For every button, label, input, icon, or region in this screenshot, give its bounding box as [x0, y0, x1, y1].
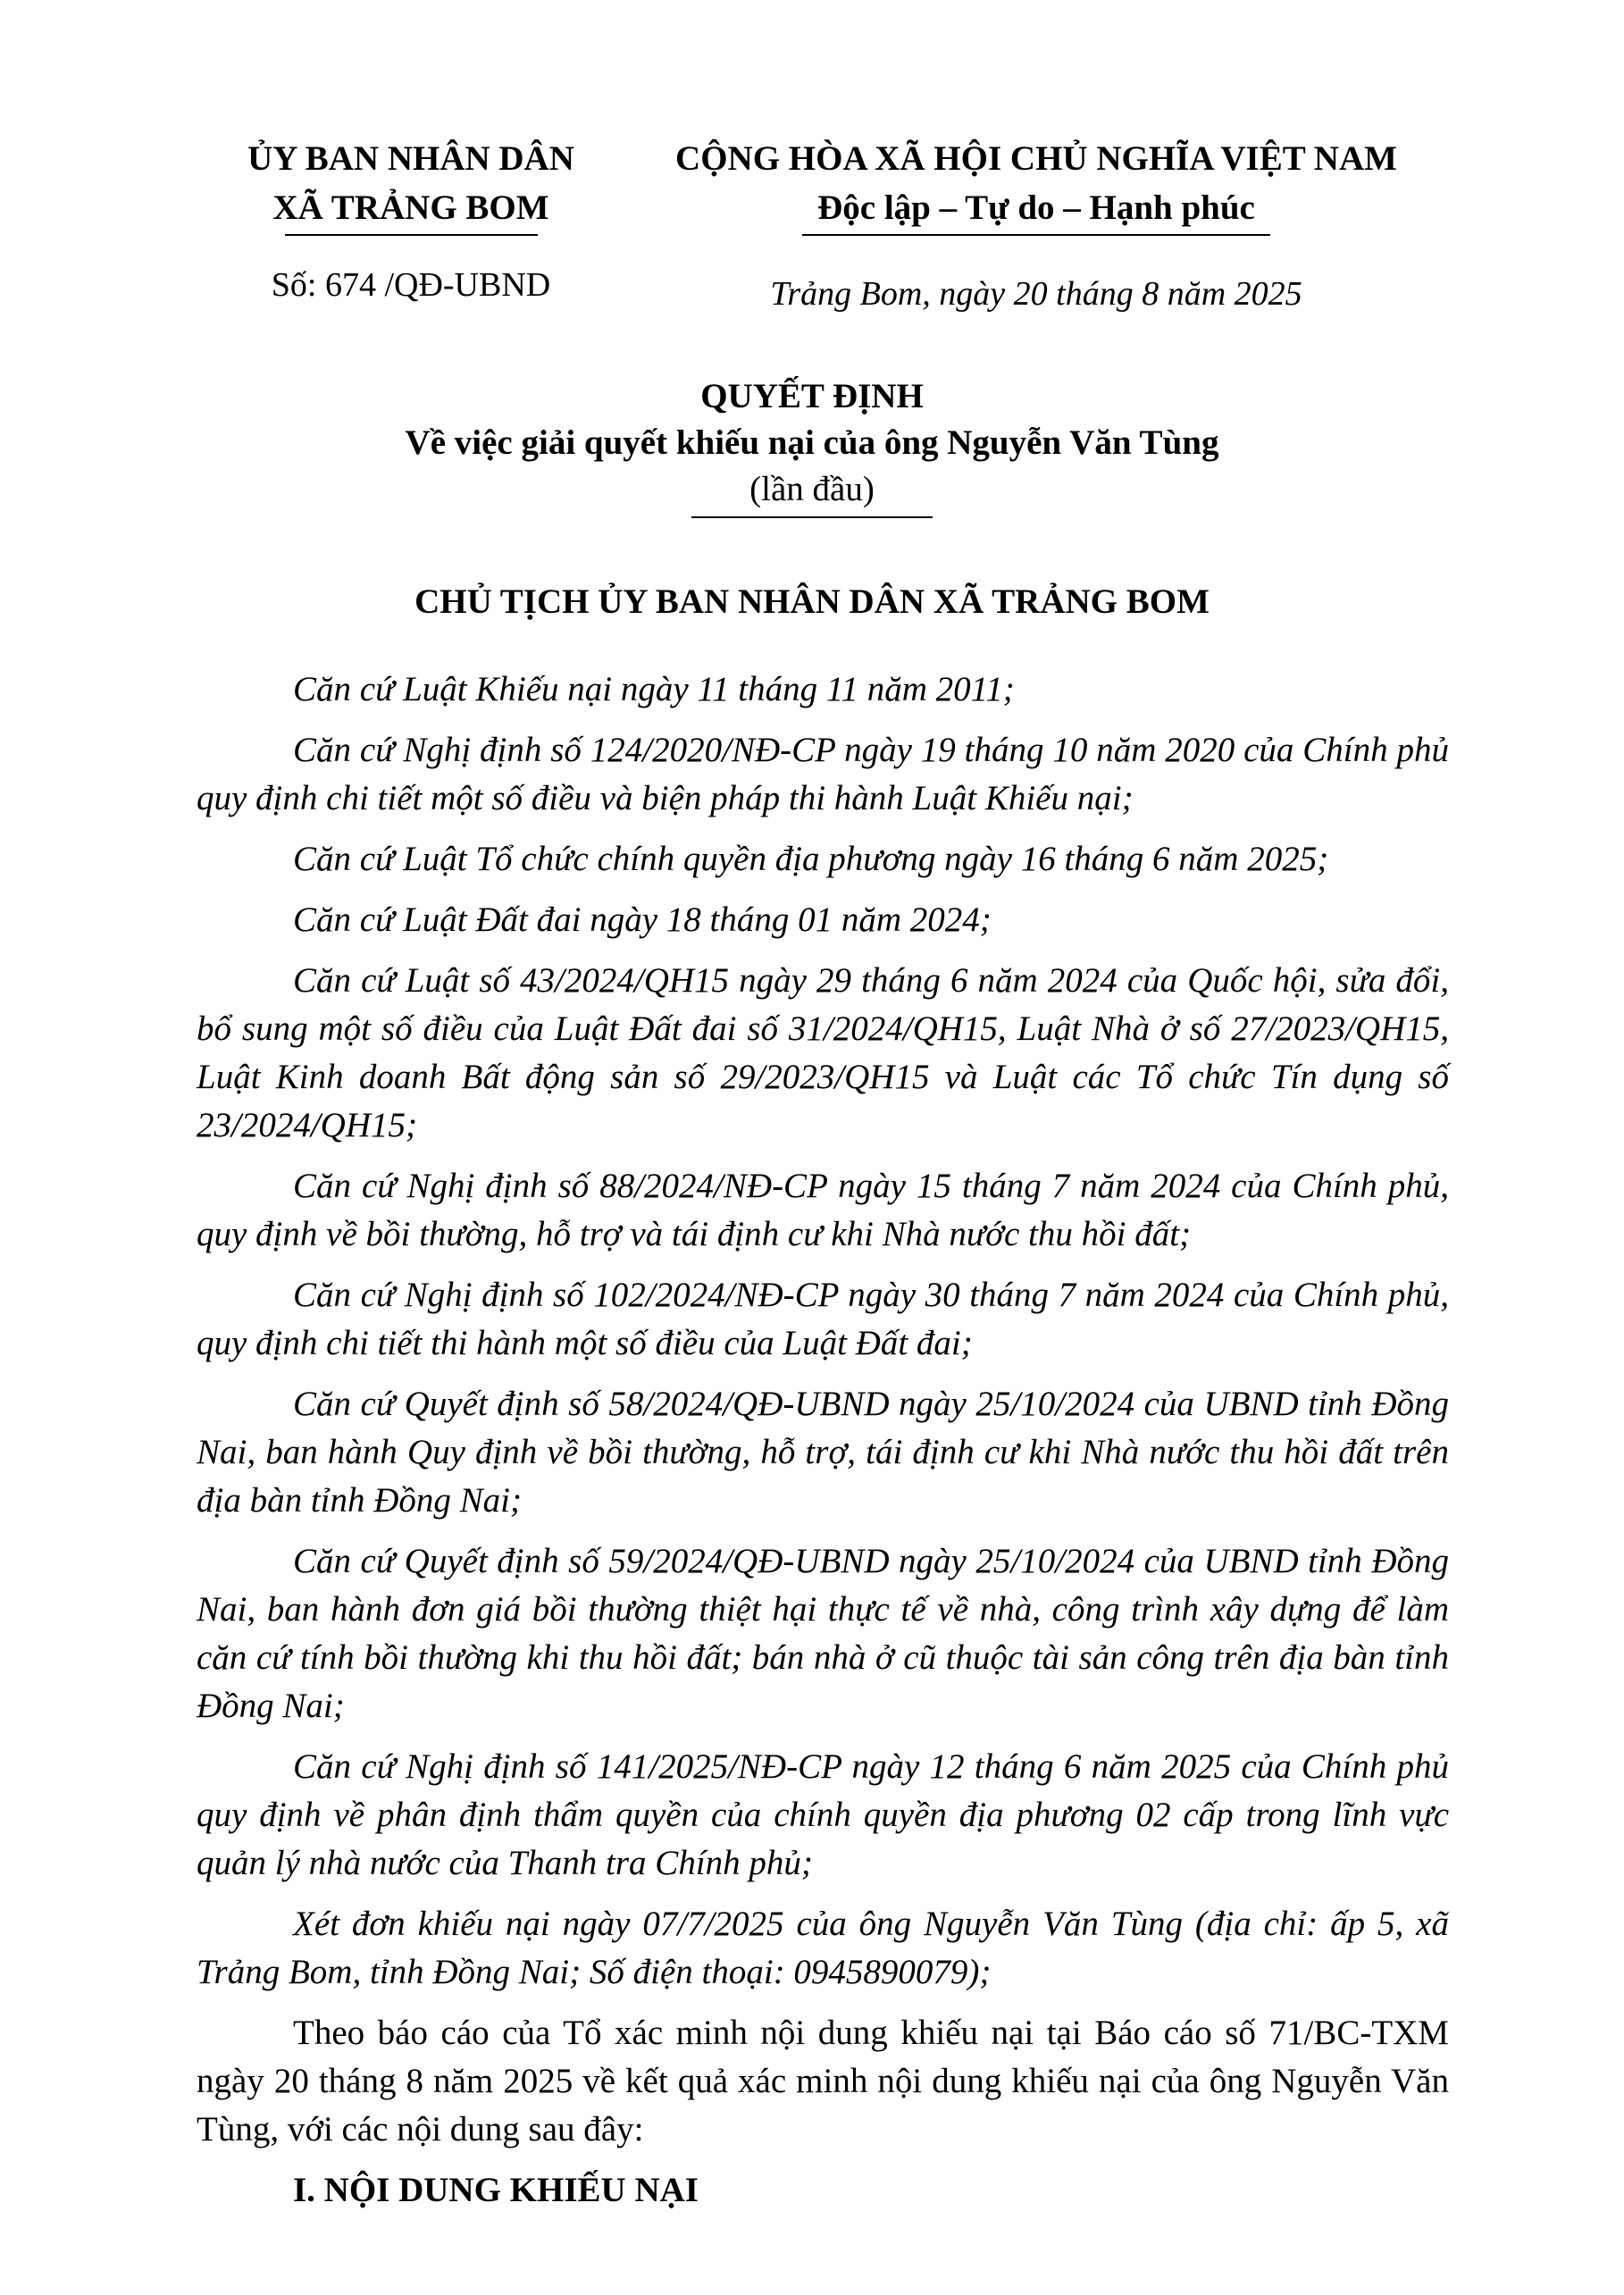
- legal-basis-paragraph: Căn cứ Nghị định số 102/2024/NĐ-CP ngày 30 tháng 7 năm 2024 của Chính phủ, quy định chi tiết thi hành một số điều của Luật Đất đai;: [197, 1276, 1449, 1362]
- report-paragraph: Theo báo cáo của Tổ xác minh nội dung khiếu nại tại Báo cáo số 71/BC-TXM ngày 20 tháng 8 năm 2025 về kết quả xác minh nội dung khiếu nại của ông Nguyễn Văn Tùng, với các nội dung sau đây:: [197, 2014, 1449, 2148]
- complaint-consideration-paragraph: Xét đơn khiếu nại ngày 07/7/2025 của ông Nguyễn Văn Tùng (địa chỉ: ấp 5, xã Trảng Bom, tỉnh Đồng Nai; Số điện thoại: 0945890079);: [197, 1905, 1449, 1991]
- legal-basis-paragraph: Căn cứ Luật Tổ chức chính quyền địa phương ngày 16 tháng 6 năm 2025;: [293, 840, 1329, 878]
- legal-basis-paragraph: Căn cứ Luật số 43/2024/QH15 ngày 29 tháng 6 năm 2024 của Quốc hội, sửa đổi, bổ sung một số điều của Luật Đất đai số 31/2024/QH15, Luật Nhà ở số 27/2023/QH15, Luật Kinh doanh Bất động sản số 29/2023/QH15 và Luật các Tổ chức Tín dụng số 23/2024/QH15;: [197, 961, 1449, 1144]
- document-number: Số: 674 /QĐ-UBND: [271, 266, 551, 304]
- decision-subject: Về việc giải quyết khiếu nại của ông Nguyễn Văn Tùng: [405, 423, 1219, 462]
- decision-title-block: [0, 373, 1624, 518]
- national-motto: Độc lập – Tự do – Hạnh phúc: [817, 188, 1255, 227]
- legal-basis-paragraph: Căn cứ Quyết định số 59/2024/QĐ-UBND ngày 25/10/2024 của UBND tỉnh Đồng Nai, ban hành đơn giá bồi thường thiệt hại thực tế về nhà, công trình xây dựng để làm căn cứ tính bồi thường khi thu hồi đất; bán nhà ở cũ thuộc tài sản công trên địa bàn tỉnh Đồng Nai;: [197, 1542, 1449, 1725]
- title-underline: [691, 516, 933, 518]
- agency-name-line2: XÃ TRẢNG BOM: [272, 188, 549, 227]
- national-header-block: [643, 134, 1429, 319]
- issuing-agency-block: [205, 134, 616, 310]
- legal-basis-paragraph: Căn cứ Nghị định số 88/2024/NĐ-CP ngày 15 tháng 7 năm 2024 của Chính phủ, quy định về bồi thường, hỗ trợ và tái định cư khi Nhà nước thu hồi đất;: [197, 1167, 1449, 1253]
- place-and-date: Trảng Bom, ngày 20 tháng 8 năm 2025: [770, 275, 1302, 313]
- legal-basis-paragraph: Căn cứ Luật Khiếu nại ngày 11 tháng 11 năm 2011;: [293, 670, 1015, 708]
- legal-basis-paragraph: Căn cứ Nghị định số 141/2025/NĐ-CP ngày 12 tháng 6 năm 2025 của Chính phủ quy định về phân định thẩm quyền của chính quyền địa phương 02 cấp trong lĩnh vực quản lý nhà nước của Thanh tra Chính phủ;: [197, 1747, 1449, 1882]
- legal-basis-paragraph: Căn cứ Nghị định số 124/2020/NĐ-CP ngày 19 tháng 10 năm 2020 của Chính phủ quy định chi tiết một số điều và biện pháp thi hành Luật Khiếu nại;: [197, 731, 1449, 817]
- decision-note: (lần đầu): [749, 470, 875, 508]
- motto-underline: [802, 234, 1270, 236]
- issuing-authority: CHỦ TỊCH ỦY BAN NHÂN DÂN XÃ TRẢNG BOM: [414, 582, 1210, 621]
- decision-title: QUYẾT ĐỊNH: [700, 377, 924, 415]
- document-body: [197, 666, 1449, 2215]
- national-title: CỘNG HÒA XÃ HỘI CHỦ NGHĨA VIỆT NAM: [675, 139, 1397, 178]
- agency-underline: [285, 234, 538, 236]
- legal-basis-paragraph: Căn cứ Quyết định số 58/2024/QĐ-UBND ngày 25/10/2024 của UBND tỉnh Đồng Nai, ban hành Quy định về bồi thường, hỗ trợ, tái định cư khi Nhà nước thu hồi đất trên địa bàn tỉnh Đồng Nai;: [197, 1385, 1449, 1520]
- legal-basis-paragraph: Căn cứ Luật Đất đai ngày 18 tháng 01 năm 2024;: [293, 900, 992, 939]
- section-heading: I. NỘI DUNG KHIẾU NẠI: [293, 2171, 699, 2209]
- agency-name-line1: ỦY BAN NHÂN DÂN: [247, 139, 574, 178]
